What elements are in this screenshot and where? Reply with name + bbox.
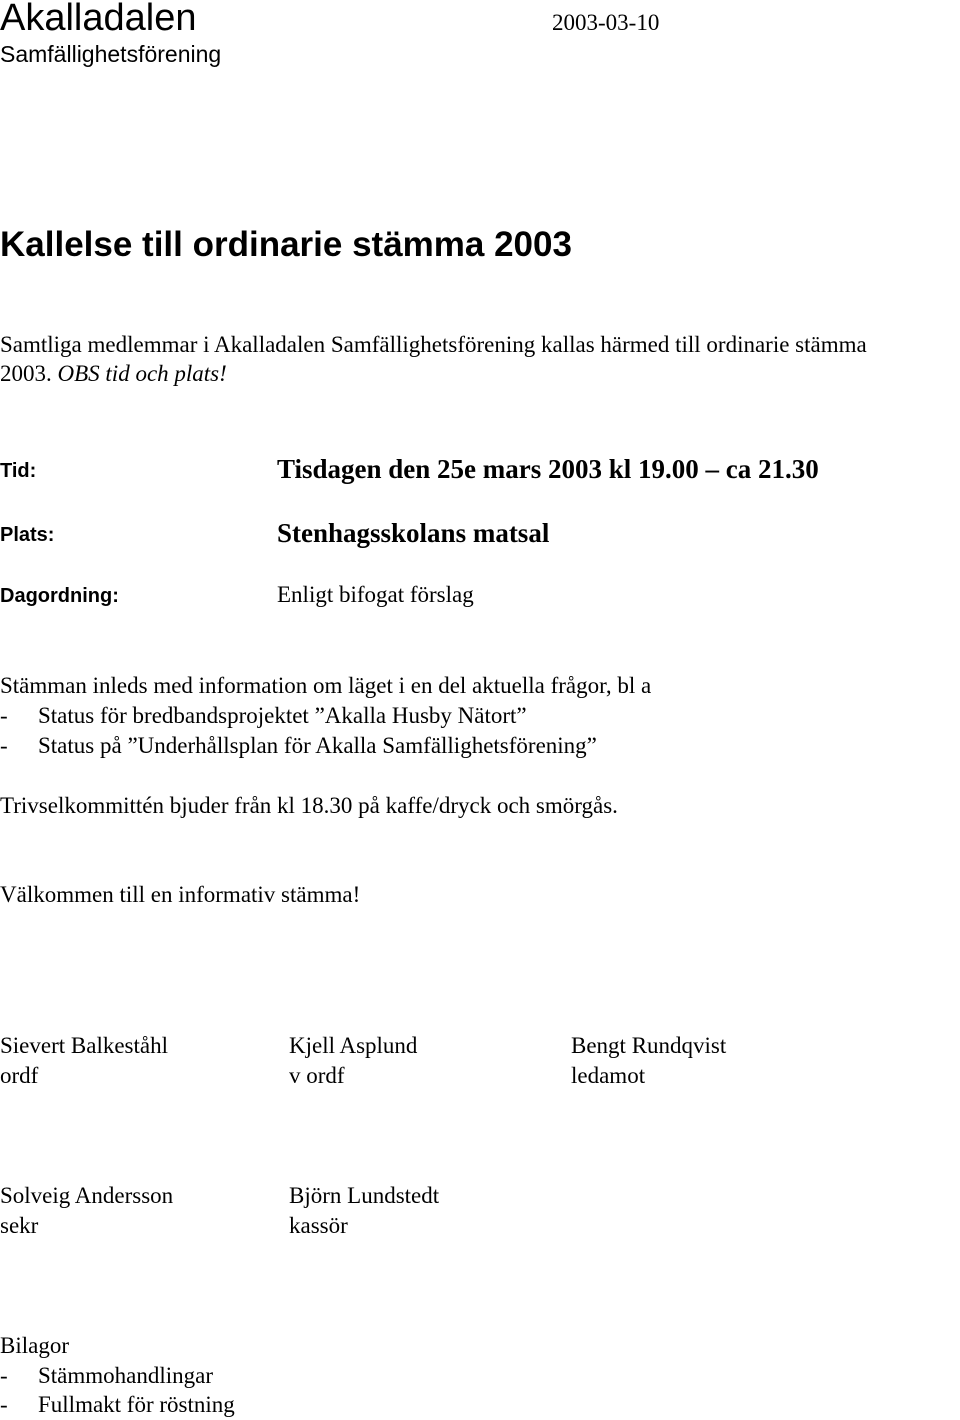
welcome-note: Välkommen till en informativ stämma! <box>0 882 361 907</box>
detail-label-time: Tid: <box>0 460 37 482</box>
info-lead: Stämman inleds med information om läget i en del aktuella frågor, bl a <box>0 673 652 698</box>
detail-label-place: Plats: <box>0 524 55 546</box>
signatory-role: ordf <box>0 1063 39 1088</box>
org-subtitle: Samfällighetsförening <box>0 41 222 67</box>
list-dash: - <box>0 1363 8 1388</box>
signatory-role: v ordf <box>289 1063 345 1088</box>
signatory-name: Bengt Rundqvist <box>571 1033 727 1058</box>
detail-value-agenda: Enligt bifogat förslag <box>277 582 474 607</box>
attachment-text: Fullmakt för röstning <box>38 1392 235 1417</box>
info-item-maintenance <box>0 731 597 761</box>
signatory-name: Sievert Balkeståhl <box>0 1033 168 1058</box>
detail-value-place: Stenhagsskolans matsal <box>277 518 550 548</box>
document-date: 2003-03-10 <box>552 10 660 35</box>
signatory-name: Solveig Andersson <box>0 1183 174 1208</box>
info-item-broadband <box>0 701 527 731</box>
signatory-role: kassör <box>289 1213 348 1238</box>
signatory-name: Björn Lundstedt <box>289 1183 440 1208</box>
attachments-heading: Bilagor <box>0 1333 69 1358</box>
refreshments-note: Trivselkommittén bjuder från kl 18.30 på kaffe/dryck och smörgås. <box>0 793 618 818</box>
info-item-text: Status på ”Underhållsplan för Akalla Samfällighetsförening” <box>38 733 597 758</box>
signatory-name: Kjell Asplund <box>289 1033 418 1058</box>
intro-notice: OBS tid och plats! <box>57 361 227 386</box>
page-title: Kallelse till ordinarie stämma 2003 <box>0 225 572 264</box>
attachment-text: Stämmohandlingar <box>38 1363 214 1388</box>
detail-label-agenda: Dagordning: <box>0 585 119 607</box>
list-dash: - <box>0 1392 8 1417</box>
intro-line-2 <box>0 359 227 389</box>
info-item-text: Status för bredbandsprojektet ”Akalla Husby Nätort” <box>38 703 527 728</box>
intro-line-1: Samtliga medlemmar i Akalladalen Samfällighetsförening kallas härmed till ordinarie stämma <box>0 332 867 357</box>
attachment-item <box>0 1390 235 1420</box>
org-name: Akalladalen <box>0 0 197 39</box>
intro-year: 2003. <box>0 361 52 386</box>
signatory-role: ledamot <box>571 1063 646 1088</box>
list-dash: - <box>0 733 8 758</box>
signatory-role: sekr <box>0 1213 39 1238</box>
list-dash: - <box>0 703 8 728</box>
detail-value-time: Tisdagen den 25e mars 2003 kl 19.00 – ca 21.30 <box>277 454 819 484</box>
attachment-item <box>0 1361 213 1391</box>
